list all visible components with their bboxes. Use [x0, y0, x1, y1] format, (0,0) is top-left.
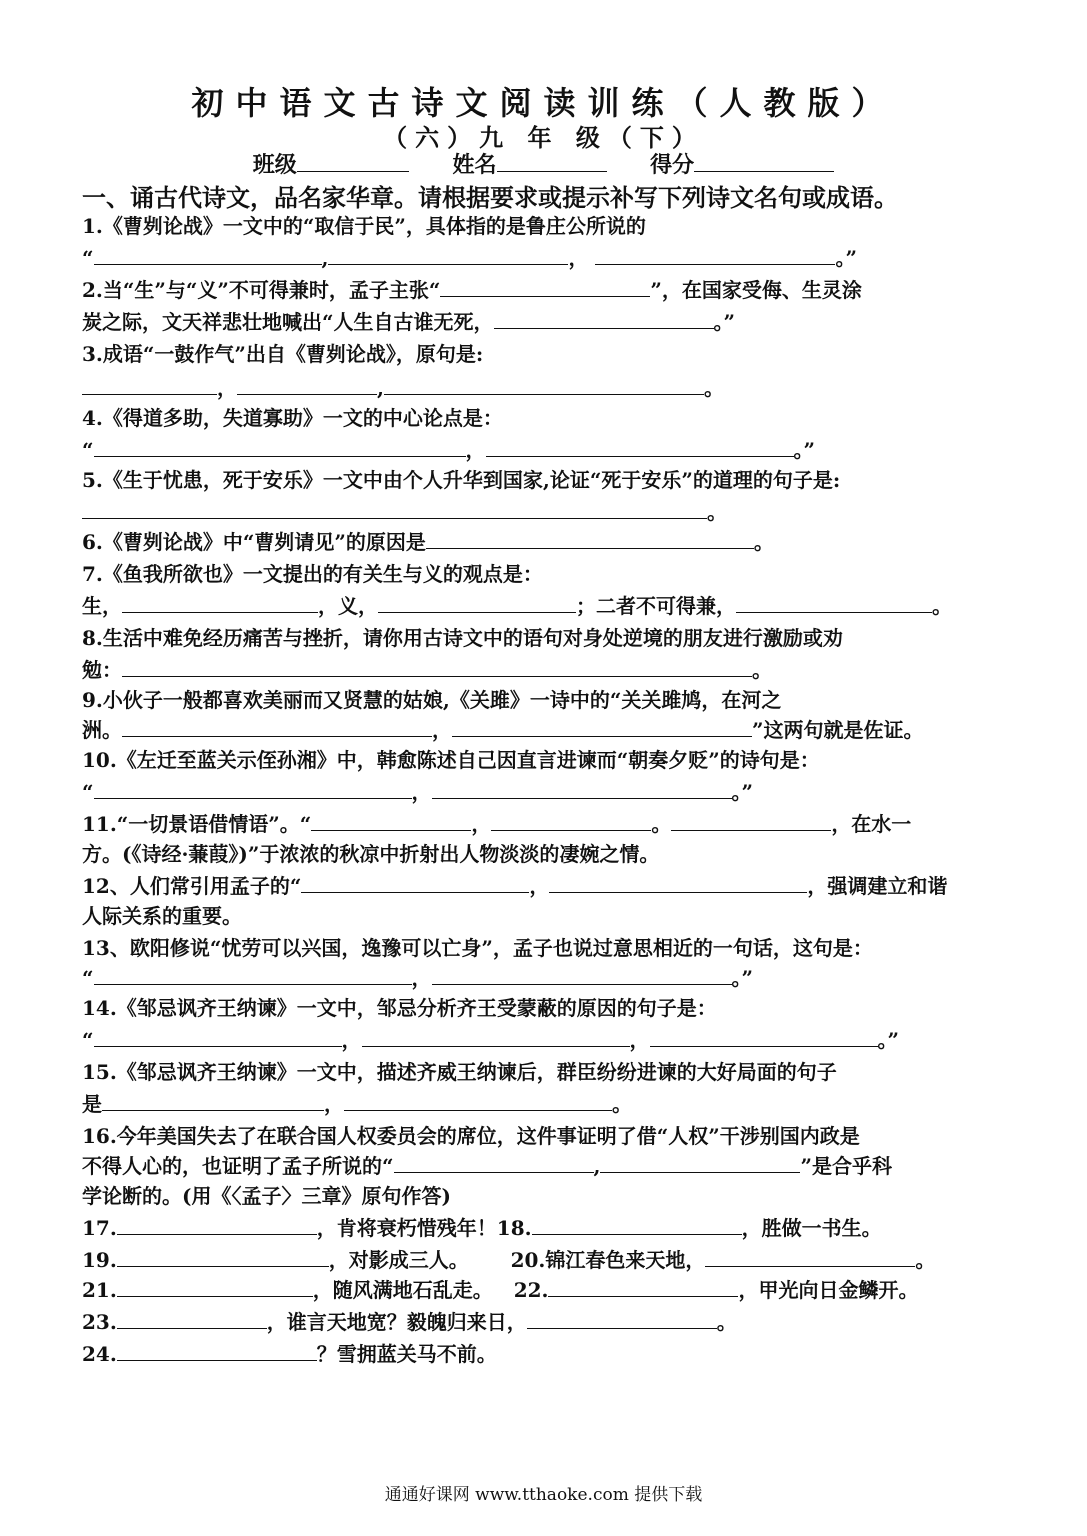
answer-blank[interactable] — [705, 1246, 915, 1267]
question-1: 1.《曹刿论战》一文中的“取信于民”，具体指的是鲁庄公所说的 — [82, 214, 646, 238]
answer-blank[interactable] — [362, 1026, 630, 1047]
answer-blank[interactable] — [650, 1026, 878, 1047]
answer-blank[interactable] — [117, 1246, 329, 1267]
answer-blank[interactable] — [328, 244, 568, 265]
question-14-answer: “ ， ， 。” — [82, 1028, 900, 1052]
question-5: 5.《生于忧患，死于安乐》一文中由个人升华到国家,论证“死于安乐”的道理的句子是: — [82, 468, 841, 492]
answer-blank[interactable] — [491, 810, 651, 831]
question-1-answer: “ , ， 。” — [82, 246, 857, 270]
answer-blank[interactable] — [494, 308, 714, 329]
question-10-answer: “ ， 。” — [82, 780, 754, 804]
answer-blank[interactable] — [122, 656, 752, 677]
question-16-cont: 不得人心的，也证明了孟子所说的“ , ”是合乎科 — [82, 1154, 892, 1178]
answer-blank[interactable] — [432, 778, 732, 799]
question-16: 16.今年美国失去了在联合国人权委员会的席位，这件事证明了借“人权”干涉别国内政是 — [82, 1124, 860, 1148]
answer-blank[interactable] — [548, 1276, 738, 1297]
answer-blank[interactable] — [117, 1340, 317, 1361]
question-15-cont: 是 ， 。 — [82, 1092, 632, 1116]
question-3: 3.成语“一鼓作气”出自《曹刿论战》，原句是: — [82, 342, 484, 366]
section-heading: 一、诵古代诗文，品名家华章。请根据要求或提示补写下列诗文名句或成语。 — [82, 183, 898, 212]
answer-blank[interactable] — [117, 1214, 317, 1235]
answer-blank[interactable] — [102, 1090, 324, 1111]
question-23: 23. ，谁言天地宽？毅魄归来日， 。 — [82, 1310, 737, 1334]
question-3-answer: ， , 。 — [82, 374, 1007, 402]
answer-blank[interactable] — [82, 374, 217, 395]
page-title: 初中语文古诗文阅读训练（人教版） — [191, 84, 896, 122]
answer-blank[interactable] — [237, 374, 377, 395]
name-label: 姓名 — [452, 152, 497, 178]
student-info-row — [0, 148, 1087, 179]
question-13-answer: “ ， 。” — [82, 966, 754, 990]
answer-blank[interactable] — [122, 716, 432, 737]
answer-blank[interactable] — [301, 872, 529, 893]
answer-blank[interactable] — [595, 244, 835, 265]
question-4-answer: “ ， 。” — [82, 438, 816, 462]
answer-blank[interactable] — [486, 436, 794, 457]
answer-blank[interactable] — [94, 778, 412, 799]
answer-blank[interactable] — [549, 872, 807, 893]
answer-blank[interactable] — [311, 810, 471, 831]
question-7-answer: 生， ，义， ；二者不可得兼， 。 — [82, 594, 952, 618]
question-16-note: 学论断的。(用《〈孟子〉三章》原句作答) — [82, 1184, 451, 1208]
question-14: 14.《邹忌讽齐王纳谏》一文中，邹忌分析齐王受蒙蔽的原因的句子是： — [82, 996, 717, 1020]
question-13: 13、欧阳修说“忧劳可以兴国，逸豫可以亡身”，孟子也说过意思相近的一句话，这句是： — [82, 936, 873, 960]
question-6: 6.《曹刿论战》中“曹刿请见”的原因是 。 — [82, 530, 774, 554]
answer-blank[interactable] — [384, 374, 704, 395]
question-4: 4.《得道多助，失道寡助》一文的中心论点是： — [82, 406, 503, 430]
answer-blank[interactable] — [736, 592, 932, 613]
answer-blank[interactable] — [94, 1026, 342, 1047]
question-8-cont: 勉： 。 — [82, 658, 772, 682]
answer-blank[interactable] — [122, 592, 318, 613]
name-field[interactable] — [497, 153, 607, 172]
answer-blank[interactable] — [94, 244, 322, 265]
answer-blank[interactable] — [94, 436, 466, 457]
question-11-cont: 方。(《诗经·蒹葭》)”于浓浓的秋凉中折射出人物淡淡的凄婉之情。 — [82, 842, 660, 866]
score-field[interactable] — [694, 153, 834, 172]
answer-blank[interactable] — [82, 498, 707, 519]
answer-blank[interactable] — [394, 1152, 594, 1173]
answer-blank[interactable] — [432, 964, 732, 985]
answer-blank[interactable] — [426, 528, 754, 549]
answer-blank[interactable] — [600, 1152, 800, 1173]
question-19-20: 19. ，对影成三人。 20.锦江春色来天地， 。 — [82, 1248, 936, 1272]
question-12-cont: 人际关系的重要。 — [82, 904, 242, 928]
question-24: 24. ？雪拥蓝关马不前。 — [82, 1342, 497, 1366]
answer-blank[interactable] — [532, 1214, 742, 1235]
question-21-22: 21. ，随风满地石乱走。 22. ，甲光向日金鳞开。 — [82, 1278, 919, 1302]
score-label: 得分 — [650, 152, 695, 178]
class-label: 班级 — [252, 152, 297, 178]
question-15: 15.《邹忌讽齐王纳谏》一文中，描述齐威王纳谏后，群臣纷纷进谏的大好局面的句子 — [82, 1060, 837, 1084]
question-10: 10.《左迁至蓝关示侄孙湘》中，韩愈陈述自己因直言进谏而“朝奏夕贬”的诗句是： — [82, 748, 820, 772]
question-11: 11.“一切景语借情语”。“ ， 。 ，在水一 — [82, 812, 912, 836]
question-2: 2.当“生”与“义”不可得兼时，孟子主张“ ”，在国家受侮、生灵涂 — [82, 278, 862, 302]
answer-blank[interactable] — [344, 1090, 612, 1111]
question-17-18: 17. ，肯将衰朽惜残年！18. ，胜做一书生。 — [82, 1216, 882, 1240]
question-2-cont: 炭之际，文天祥悲壮地喊出“人生自古谁无死， 。” — [82, 310, 736, 334]
answer-blank[interactable] — [117, 1308, 267, 1329]
question-5-answer: 。 — [82, 498, 1007, 526]
class-field[interactable] — [297, 153, 409, 172]
answer-blank[interactable] — [527, 1308, 717, 1329]
question-8: 8.生活中难免经历痛苦与挫折，请你用古诗文中的语句对身处逆境的朋友进行激励或劝 — [82, 626, 843, 650]
question-7: 7.《鱼我所欲也》一文提出的有关生与义的观点是： — [82, 562, 543, 586]
answer-blank[interactable] — [452, 716, 752, 737]
page-subtitle: （六）九 年 级（下） — [383, 123, 704, 152]
answer-blank[interactable] — [94, 964, 412, 985]
answer-blank[interactable] — [117, 1276, 313, 1297]
answer-blank[interactable] — [378, 592, 576, 613]
question-9: 9.小伙子一般都喜欢美丽而又贤慧的姑娘,《关雎》一诗中的“关关雎鸠，在河之 — [82, 688, 782, 712]
answer-blank[interactable] — [440, 276, 650, 297]
question-12: 12、人们常引用孟子的“ ， ，强调建立和谐 — [82, 874, 948, 898]
question-9-cont: 洲。 ， ”这两句就是佐证。 — [82, 718, 924, 742]
answer-blank[interactable] — [671, 810, 831, 831]
page-footer: 通通好课网 www.tthaoke.com 提供下载 — [384, 1485, 703, 1505]
